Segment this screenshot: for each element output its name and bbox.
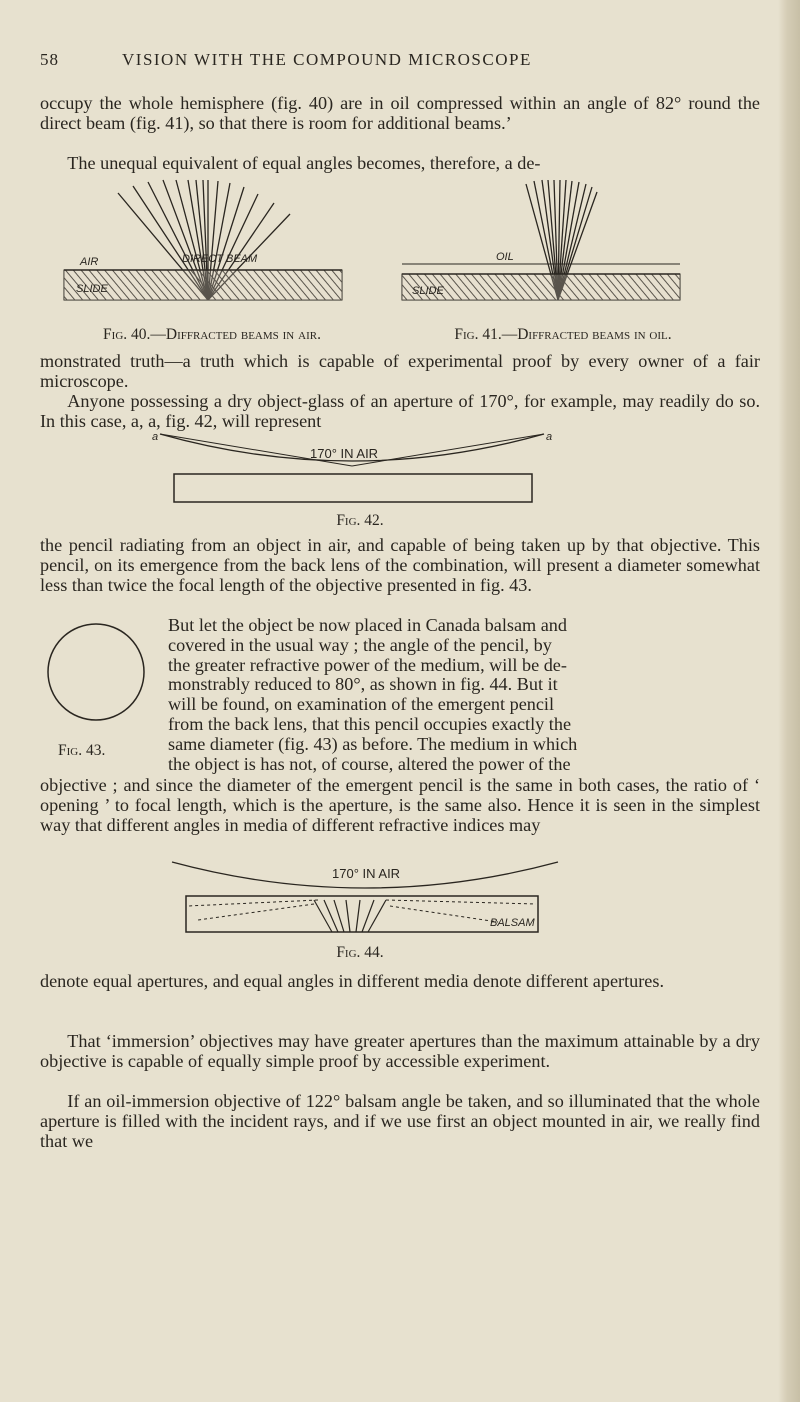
paragraph-8: That ‘immersion’ objectives may have greater apertures than the maximum attainable by a dry objective is capable of equally simple proof by accessible experiment. [40,1031,760,1071]
figure-43-caption: Fig. 43. [58,742,106,759]
fig42-label-a-left: a [152,431,159,443]
running-header [40,50,760,76]
fig42-label-170-air: 170° IN AIR [310,446,379,461]
paragraph-2: The unequal equivalent of equal angles becomes, therefore, a de- [67,153,541,173]
wrap-line: the greater refractive power of the medium, will be de- [168,654,567,675]
figure-41-caption: Fig. 41.—Diffracted beams in oil. [454,326,672,343]
figure-40-caption: Fig. 40.—Diffracted beams in air. [103,326,321,343]
figure-41-diffracted-oil [398,178,698,316]
figure-44-pencil-in-balsam [168,858,562,938]
wrap-line: But let the object be now placed in Canada balsam and [168,615,567,635]
page-edge [778,0,800,1402]
fig42-label-a-right: a [546,431,553,443]
paragraph-6-rest: objective ; and since the diameter of the emergent pencil is the same in both cases, the ratio of ‘ opening ’ to focal length, which is the aperture, is the same also. Hence it is seen in the simplest way that different angles in media of different refractive indices may [40,775,760,835]
wrap-line: same diameter (fig. 43) as before. The medium in which [168,733,578,754]
fig40-label-direct-beam: DIRECT BEAM [182,253,258,265]
figure-44-caption: Fig. 44. [336,944,384,961]
figure-40-diffracted-air [58,178,368,316]
paragraph-3: monstrated truth—a truth which is capable of experimental proof by every owner of a fair microscope. [40,351,760,391]
fig44-label-170-air: 170° IN AIR [332,866,401,881]
figure-42-caption: Fig. 42. [336,512,384,529]
fig41-label-slide: SLIDE [412,285,444,297]
fig44-label-balsam: BALSAM [490,917,535,929]
fig40-label-air: AIR [80,256,99,268]
paragraph-4: Anyone possessing a dry object-glass of an aperture of 170°, for example, may readily do so. In this case, a, a, fig. 42, will represent [40,391,760,431]
figure-42-pencil-in-air [152,430,552,506]
wrap-line: the object is has not, of course, altered the power of the [168,753,571,774]
paragraph-6-wrapped [168,616,760,774]
wrap-line: from the back lens, that this pencil occupies exactly the [168,713,572,734]
paragraph-7: denote equal apertures, and equal angles in different media denote different apertures. [40,971,665,991]
fig40-label-slide: SLIDE [76,283,108,295]
wrap-line: will be found, on examination of the emergent pencil [168,694,555,715]
wrap-line: covered in the usual way ; the angle of the pencil, by [168,634,552,655]
paragraph-1: occupy the whole hemisphere (fig. 40) are in oil compressed within an angle of 82° round the direct beam (fig. 41), so that there is room for additional beams.’ [40,93,760,133]
fig41-label-oil: OIL [496,251,514,263]
paragraph-5: the pencil radiating from an object in air, and capable of being taken up by that objective. This pencil, on its emergence from the back lens of the combination, will present a diameter somewhat less than twice the focal length of the objective presented in fig. 43. [40,535,760,595]
wrap-line: monstrably reduced to 80°, as shown in fig. 44. But it [168,674,558,695]
figure-43-circle [44,620,148,724]
paragraph-9: If an oil-immersion objective of 122° balsam angle be taken, and so illuminated that the whole aperture is filled with the incident rays, and if we use first an object mounted in air, we really find that we [40,1091,760,1151]
running-title: VISION WITH THE COMPOUND MICROSCOPE [122,50,532,69]
page-number: 58 [40,50,59,69]
